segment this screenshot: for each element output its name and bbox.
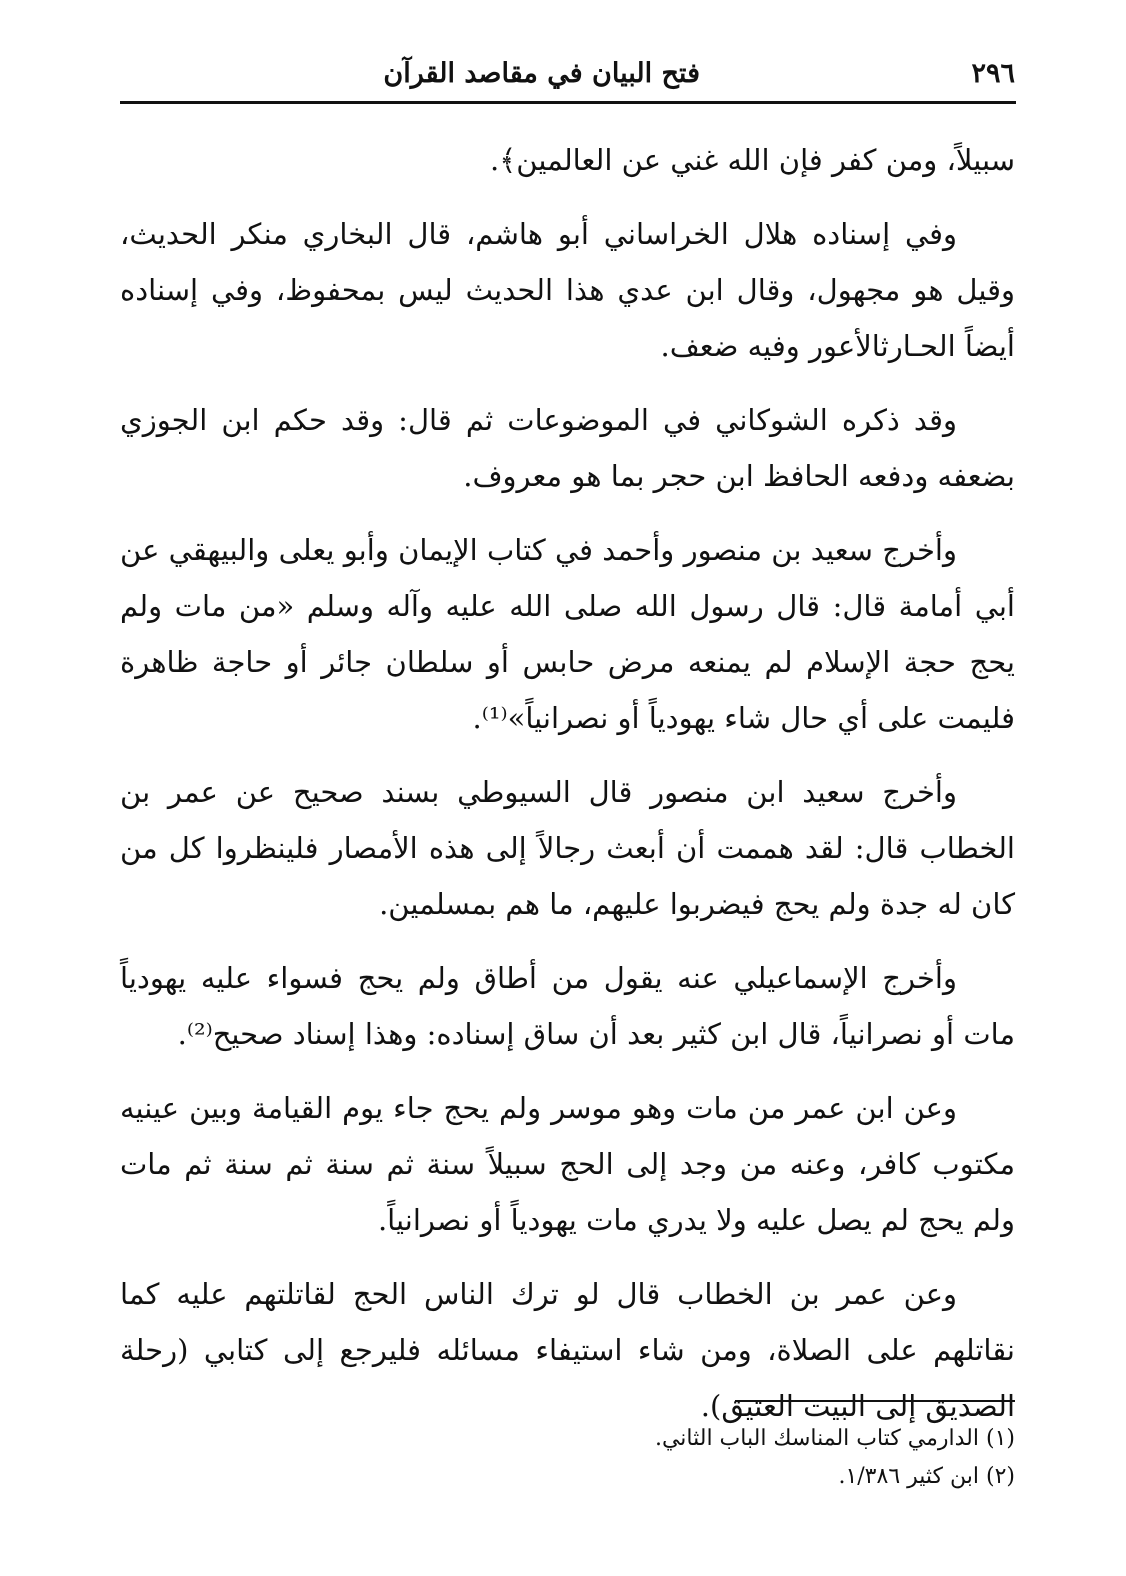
paragraph-2: وفي إسناده هلال الخراساني أبو هاشم، قال البخاري منكر الحديث، وقيل هو مجهول، وقال ابن عدي هذا الحديث ليس بمحفوظ، وفي إسناده أيضاً الحـارثالأعور وفيه ضعف. (120, 217, 1015, 363)
page-body (120, 132, 1015, 1452)
header-rule (120, 101, 1016, 104)
paragraph-1: سبيلاً، ومن كفر فإن الله غني عن العالمين﴾. (490, 143, 1015, 177)
page-number: ٢٩٦ (971, 58, 1015, 89)
running-title: فتح البيان في مقاصد القرآن (383, 58, 700, 89)
page-header (120, 58, 1015, 98)
paragraph-5: وأخرج سعيد ابن منصور قال السيوطي بسند صحيح عن عمر بن الخطاب قال: لقد هممت أن أبعث رجالاً إلى هذه الأمصار فلينظروا كل من كان له جدة ولم يحج فيضربوا عليهم، ما هم بمسلمين. (120, 775, 1015, 921)
footnote-1: (١) الدارمي كتاب المناسك الباب الثاني. (654, 1426, 1015, 1451)
paragraph-4: وأخرج سعيد بن منصور وأحمد في كتاب الإيمان وأبو يعلى والبيهقي عن أبي أمامة قال: قال رسول الله صلى الله عليه وآله وسلم «من مات ولم يحج حجة الإسلام لم يمنعه مرض حابس أو سلطان جائر أو حاجة ظاهرة فليمت على أي حال شاء يهودياً أو نصرانياً»⁽¹⁾. (120, 533, 1015, 735)
paragraph-6: وأخرج الإسماعيلي عنه يقول من أطاق ولم يحج فسواء عليه يهودياً مات أو نصرانياً، قال ابن كثير بعد أن ساق إسناده: وهذا إسناد صحيح⁽²⁾. (120, 961, 1015, 1051)
paragraph-8: وعن عمر بن الخطاب قال لو ترك الناس الحج لقاتلتهم عليه كما نقاتلهم على الصلاة، ومن شاء استيفاء مسائله فليرجع إلى كتابي (رحلة الصديق إلى البيت العتيق). (120, 1277, 1015, 1423)
paragraph-7: وعن ابن عمر من مات وهو موسر ولم يحج جاء يوم القيامة وبين عينيه مكتوب كافر، وعنه من وجد إلى الحج سبيلاً سنة ثم سنة ثم سنة ثم مات ولم يحج لم يصل عليه ولا يدري مات يهودياً أو نصرانياً. (120, 1091, 1015, 1237)
paragraph-3: وقد ذكره الشوكاني في الموضوعات ثم قال: وقد حكم ابن الجوزي بضعفه ودفعه الحافظ ابن حجر بما هو معروف. (120, 403, 1015, 493)
footnote-separator (735, 1400, 1015, 1402)
footnotes (120, 1420, 1015, 1496)
footnote-2: (٢) ابن كثير ١/٣٨٦. (838, 1464, 1015, 1489)
